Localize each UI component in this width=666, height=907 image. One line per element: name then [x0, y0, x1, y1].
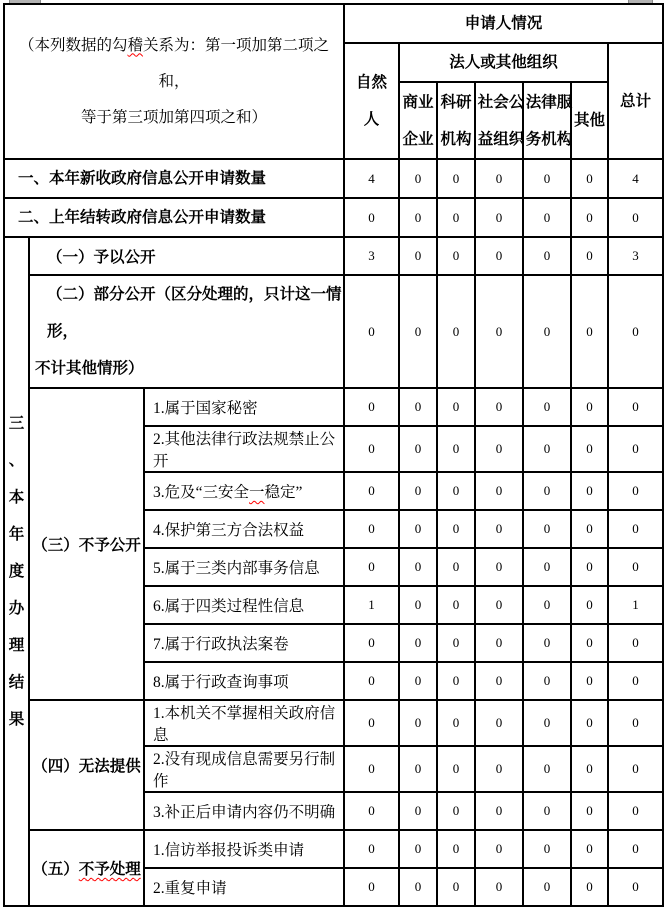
value-cell: 0: [399, 237, 437, 275]
value-cell: 0: [399, 792, 437, 830]
value-cell: 0: [608, 472, 663, 510]
value-cell: 0: [571, 426, 608, 472]
value-cell: 0: [399, 700, 437, 746]
value-cell: 0: [437, 586, 475, 624]
value-cell: 0: [437, 426, 475, 472]
value-cell: 0: [523, 388, 571, 426]
value-cell: 0: [437, 548, 475, 586]
value-cell: 0: [475, 662, 523, 700]
value-cell: 0: [608, 548, 663, 586]
value-cell: 0: [571, 830, 608, 868]
value-cell: 0: [523, 237, 571, 275]
value-cell: 0: [523, 426, 571, 472]
value-cell: 0: [523, 548, 571, 586]
item-label: 1.本机关不掌握相关政府信息: [144, 700, 344, 746]
value-cell: 1: [344, 586, 399, 624]
value-cell: 0: [344, 868, 399, 906]
value-cell: 0: [344, 792, 399, 830]
value-cell: 4: [608, 159, 663, 198]
value-cell: 0: [475, 586, 523, 624]
value-cell: 0: [571, 868, 608, 906]
value-cell: 0: [344, 275, 399, 388]
item-label: 8.属于行政查询事项: [144, 662, 344, 700]
value-cell: 0: [523, 159, 571, 198]
table-row: [4, 700, 663, 746]
value-cell: 0: [523, 746, 571, 792]
value-cell: 0: [475, 510, 523, 548]
value-cell: 0: [475, 830, 523, 868]
value-cell: 0: [523, 472, 571, 510]
value-cell: 0: [571, 510, 608, 548]
col-header-business: 商业企业: [399, 82, 437, 159]
value-cell: 0: [608, 426, 663, 472]
value-cell: 0: [571, 548, 608, 586]
value-cell: 0: [437, 237, 475, 275]
table-row: [4, 275, 663, 388]
note-text: （本列数据的勾: [18, 36, 128, 54]
item-label: 7.属于行政执法案卷: [144, 624, 344, 662]
value-cell: 0: [344, 700, 399, 746]
value-cell: 0: [571, 237, 608, 275]
table-row: [4, 198, 663, 237]
note-cell: [4, 4, 344, 159]
value-cell: 0: [437, 624, 475, 662]
value-cell: 0: [523, 198, 571, 237]
value-cell: 0: [608, 388, 663, 426]
item-label: 2.重复申请: [144, 868, 344, 906]
value-cell: 0: [399, 198, 437, 237]
value-cell: 0: [571, 700, 608, 746]
value-cell: 0: [523, 662, 571, 700]
value-cell: 0: [399, 159, 437, 198]
value-cell: 0: [437, 472, 475, 510]
value-cell: 0: [437, 198, 475, 237]
value-cell: 0: [344, 548, 399, 586]
value-cell: 0: [399, 548, 437, 586]
col-header-legal-service: 法律服务机构: [523, 82, 571, 159]
value-cell: 0: [399, 388, 437, 426]
value-cell: 0: [523, 792, 571, 830]
value-cell: 0: [523, 868, 571, 906]
row-label-new-received: 一、本年新收政府信息公开申请数量: [4, 159, 344, 198]
group-label-granted: （一）予以公开: [29, 237, 344, 275]
value-cell: 0: [344, 198, 399, 237]
col-header-research: 科研机构: [437, 82, 475, 159]
row-label-carried-over: 二、上年结转政府信息公开申请数量: [4, 198, 344, 237]
value-cell: 0: [523, 830, 571, 868]
value-cell: 0: [437, 510, 475, 548]
value-cell: 0: [344, 388, 399, 426]
value-cell: 0: [399, 868, 437, 906]
value-cell: 0: [523, 275, 571, 388]
value-cell: 0: [437, 700, 475, 746]
value-cell: 0: [344, 510, 399, 548]
value-cell: 0: [344, 472, 399, 510]
value-cell: 0: [344, 746, 399, 792]
value-cell: 0: [571, 472, 608, 510]
value-cell: 0: [437, 830, 475, 868]
value-cell: 0: [608, 198, 663, 237]
value-cell: 0: [523, 586, 571, 624]
item-label: 5.属于三类内部事务信息: [144, 548, 344, 586]
vertical-section-label: 三 、 本 年 度 办 理 结 果: [4, 237, 29, 906]
item-typo-squiggle: 一: [249, 484, 265, 501]
group-typo-squiggle: 不予处理: [78, 861, 141, 878]
value-cell: 0: [399, 662, 437, 700]
value-cell: 0: [571, 624, 608, 662]
value-cell: 0: [571, 746, 608, 792]
value-cell: 0: [608, 746, 663, 792]
value-cell: 0: [608, 624, 663, 662]
value-cell: 0: [437, 792, 475, 830]
note-line-1: [5, 28, 343, 100]
note-typo-squiggle: 稽: [127, 36, 144, 54]
value-cell: 0: [571, 275, 608, 388]
value-cell: 0: [608, 830, 663, 868]
value-cell: 0: [608, 868, 663, 906]
note-text: 关系为：第一项加第二项之和，: [143, 36, 330, 90]
value-cell: 4: [344, 159, 399, 198]
value-cell: 0: [475, 426, 523, 472]
value-cell: 0: [399, 426, 437, 472]
group-label-denied: （三）不予公开: [29, 388, 144, 700]
value-cell: 0: [571, 198, 608, 237]
value-cell: 0: [399, 830, 437, 868]
item-label: 6.属于四类过程性信息: [144, 586, 344, 624]
value-cell: 0: [399, 624, 437, 662]
value-cell: 0: [475, 548, 523, 586]
note-line-2: 等于第三项加第四项之和）: [81, 108, 268, 126]
item-label: 3.补正后申请内容仍不明确: [144, 792, 344, 830]
value-cell: 0: [475, 792, 523, 830]
value-cell: 0: [571, 159, 608, 198]
value-cell: 0: [437, 159, 475, 198]
value-cell: 0: [399, 510, 437, 548]
col-header-public-welfare: 社会公益组织: [475, 82, 523, 159]
applicant-status-header: 申请人情况: [344, 4, 663, 43]
value-cell: 0: [437, 746, 475, 792]
value-cell: 0: [344, 426, 399, 472]
value-cell: 0: [608, 792, 663, 830]
value-cell: 0: [344, 830, 399, 868]
value-cell: 0: [608, 662, 663, 700]
item-label: 4.保护第三方合法权益: [144, 510, 344, 548]
value-cell: 0: [475, 388, 523, 426]
value-cell: 0: [571, 586, 608, 624]
col-header-other: 其他: [571, 82, 608, 159]
value-cell: 0: [475, 237, 523, 275]
table-row: [4, 4, 663, 43]
value-cell: 0: [523, 700, 571, 746]
value-cell: 0: [437, 868, 475, 906]
value-cell: 0: [523, 624, 571, 662]
item-label: 2.没有现成信息需要另行制作: [144, 746, 344, 792]
group-label-unable: （四）无法提供: [29, 700, 144, 830]
value-cell: 0: [608, 700, 663, 746]
group-label-not-processed: （五）不予处理: [29, 830, 144, 906]
table-row: [4, 237, 663, 275]
value-cell: 1: [608, 586, 663, 624]
table-row: [4, 830, 663, 868]
table-row: [4, 388, 663, 426]
value-cell: 0: [344, 662, 399, 700]
value-cell: 0: [608, 510, 663, 548]
value-cell: 0: [571, 792, 608, 830]
value-cell: 0: [399, 472, 437, 510]
value-cell: 0: [437, 662, 475, 700]
value-cell: 0: [571, 388, 608, 426]
value-cell: 0: [571, 662, 608, 700]
group-label-partial: （二）部分公开（区分处理的，只计这一情形， 不计其他情形）: [29, 275, 344, 388]
value-cell: 0: [475, 700, 523, 746]
col-header-total: 总计: [608, 43, 663, 159]
value-cell: 0: [475, 275, 523, 388]
value-cell: 0: [437, 388, 475, 426]
table-row: [4, 159, 663, 198]
col-header-natural-person: 自然人: [344, 43, 399, 159]
item-label: 1.属于国家秘密: [144, 388, 344, 426]
item-label: 1.信访举报投诉类申请: [144, 830, 344, 868]
value-cell: 0: [399, 275, 437, 388]
value-cell: 0: [475, 624, 523, 662]
report-table: [3, 3, 664, 907]
value-cell: 3: [344, 237, 399, 275]
value-cell: 0: [475, 868, 523, 906]
item-label: 2.其他法律行政法规禁止公开: [144, 426, 344, 472]
value-cell: 0: [608, 275, 663, 388]
value-cell: 3: [608, 237, 663, 275]
value-cell: 0: [475, 198, 523, 237]
value-cell: 0: [475, 746, 523, 792]
value-cell: 0: [523, 510, 571, 548]
item-label: 3.危及“三安全一稳定”: [144, 472, 344, 510]
value-cell: 0: [475, 159, 523, 198]
value-cell: 0: [399, 586, 437, 624]
value-cell: 0: [399, 746, 437, 792]
value-cell: 0: [437, 275, 475, 388]
col-header-legal-org: 法人或其他组织: [399, 43, 608, 82]
value-cell: 0: [475, 472, 523, 510]
value-cell: 0: [344, 624, 399, 662]
